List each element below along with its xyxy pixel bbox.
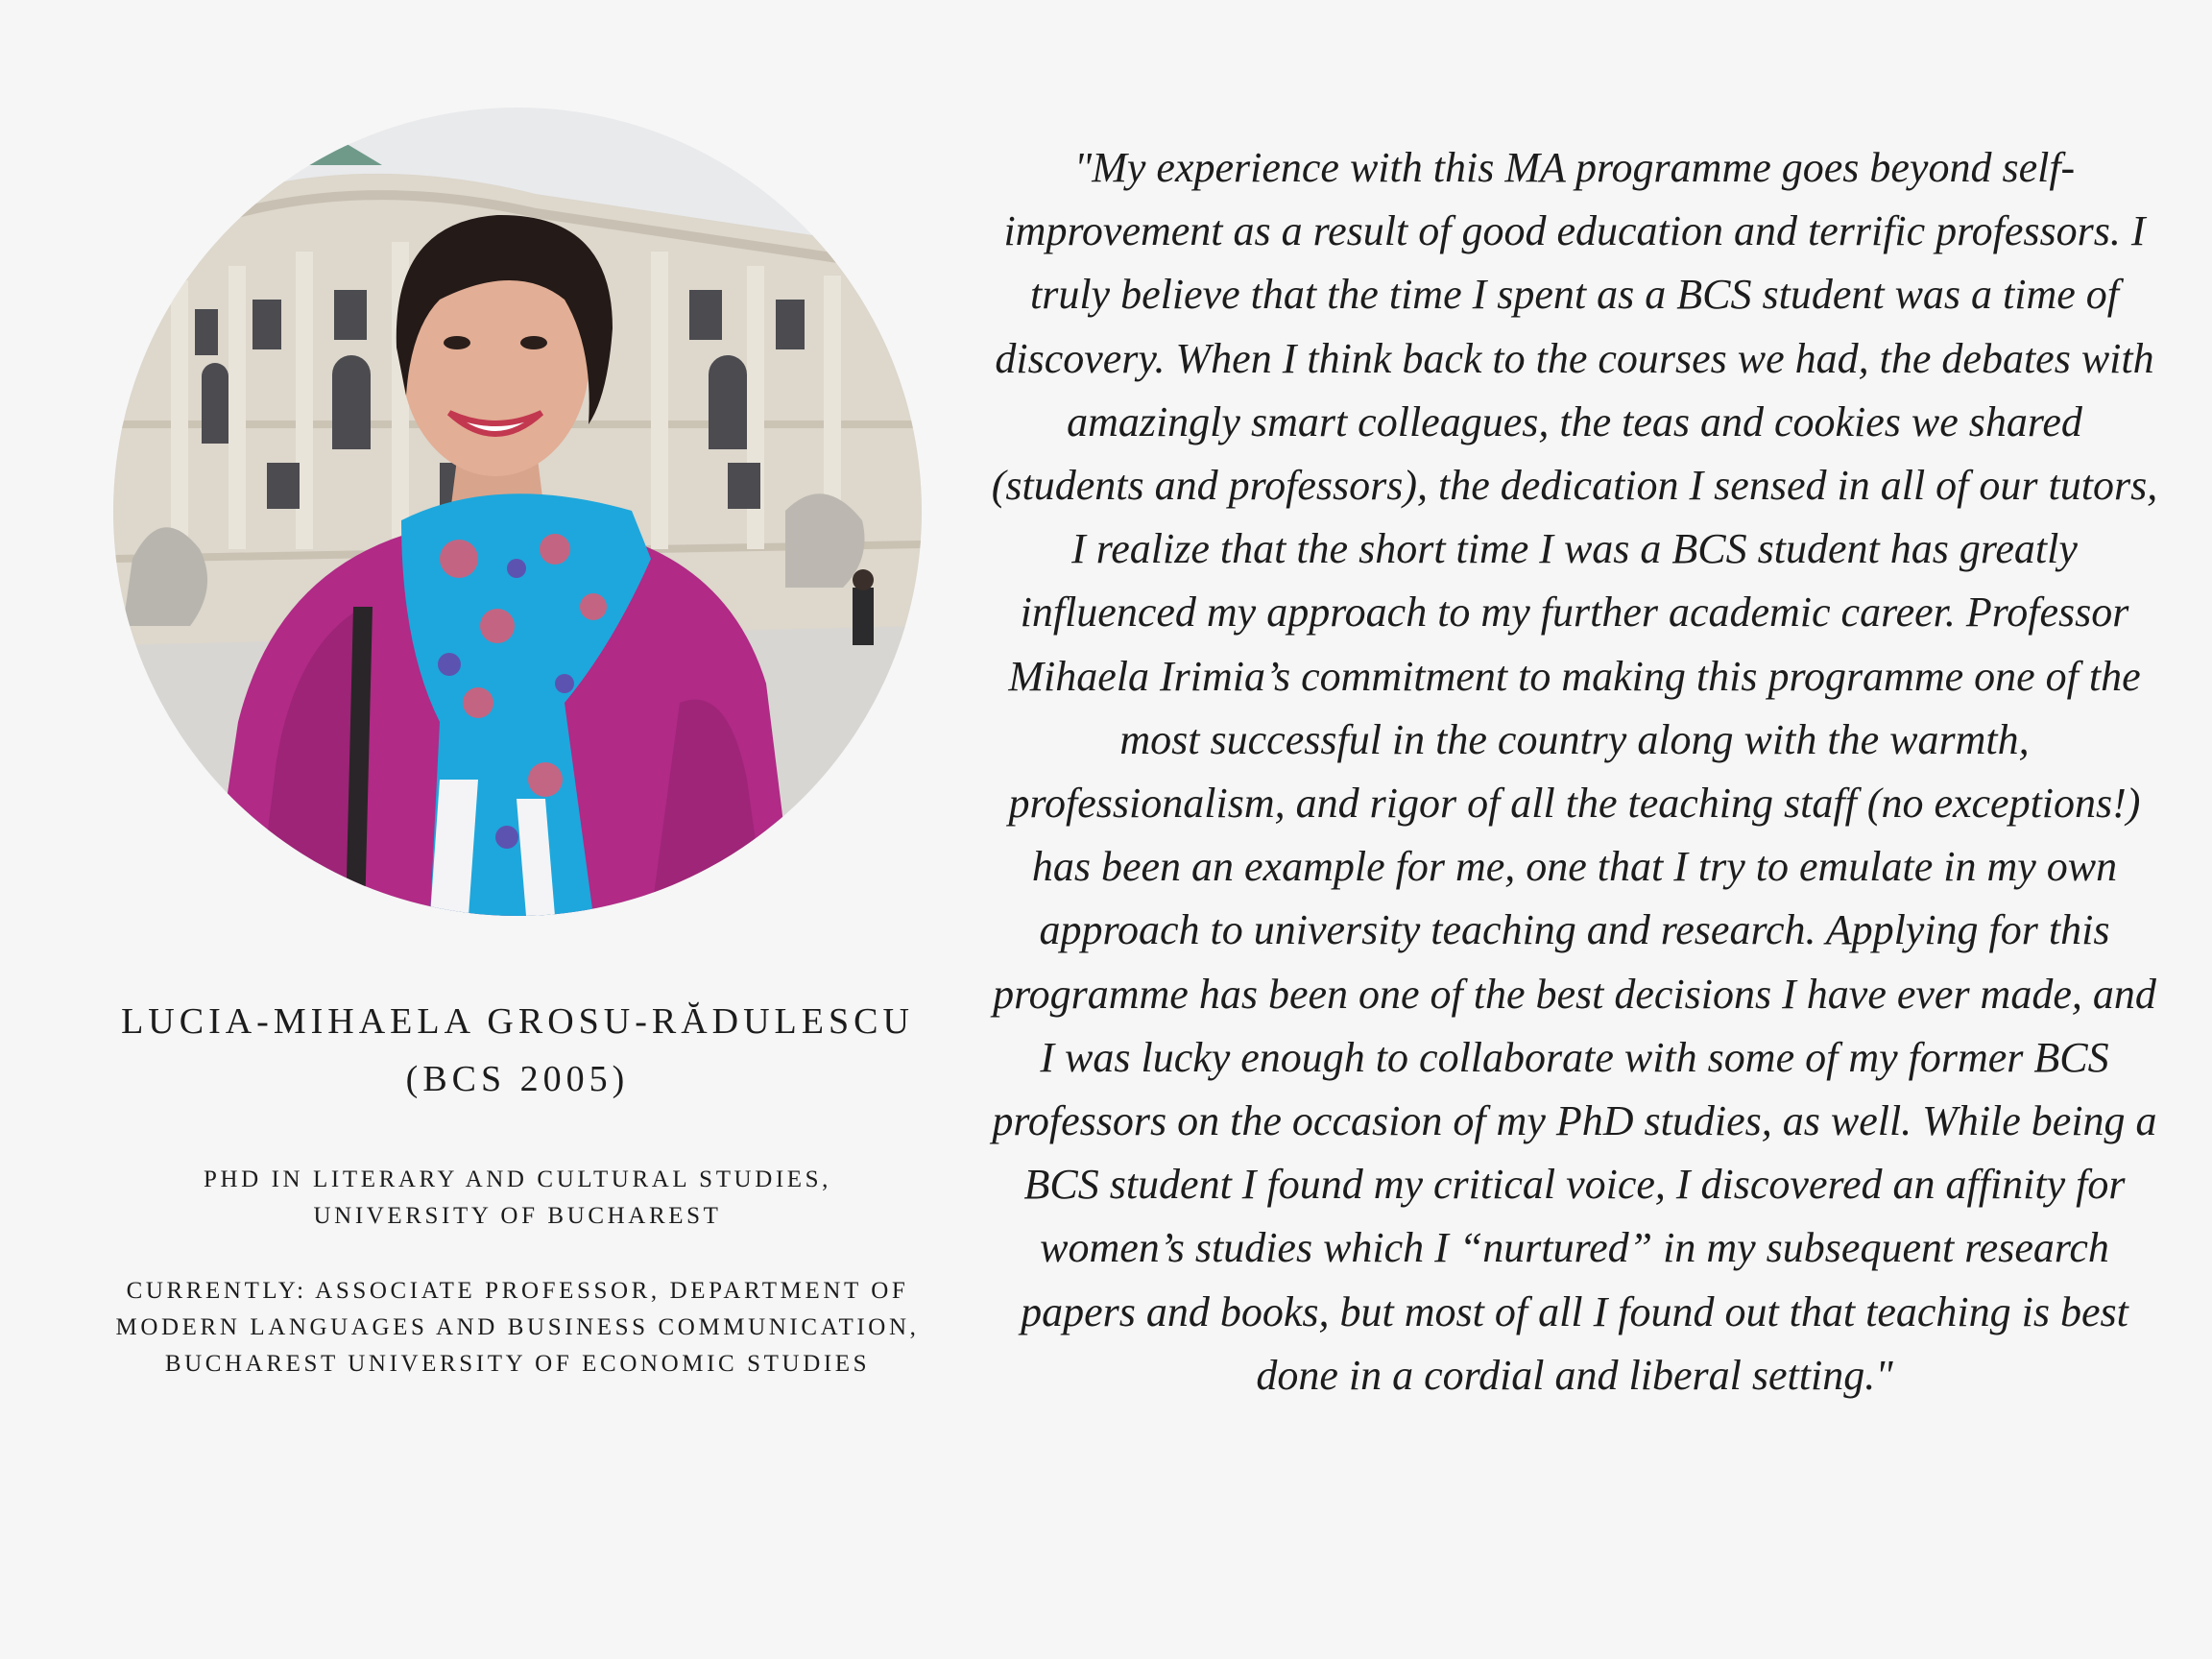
person-name: LUCIA-MIHAELA GROSU-RĂDULESCU (BCS 2005) <box>121 1001 914 1099</box>
profile-photo <box>113 108 922 916</box>
current-position-text: CURRENTLY: ASSOCIATE PROFESSOR, DEPARTMENT OF MODERN LANGUAGES AND BUSINESS COMMUNICATION, BUCHAREST UNIVERSITY OF ECONOMIC STUDIES <box>115 1278 920 1377</box>
degree-text: PHD IN LITERARY AND CULTURAL STUDIES, UNIVERSITY OF BUCHAREST <box>203 1166 832 1229</box>
profile-photo-illustration <box>113 108 922 916</box>
testimonial-quote: "My experience with this MA programme goes beyond self-improvement as a result of good education and terrific professors. I truly believe that the time I spent as a BCS student was a time of discovery. When I think back to the courses we had, the debates with amazingly smart colleagues, the teas and cookies we shared (students and professors), the dedication I sensed in all of our tutors, I realize that the short time I was a BCS student has greatly influenced my approach to my further academic career. Professor Mihaela Irimia’s commitment to making this programme one of the most successful in the country along with the warmth, professionalism, and rigor of all the teaching staff (no exceptions!) has been an example for me, one that I try to emulate in my own approach to university teaching and research. Applying for this programme has been one of the best decisions I have ever made, and I was lucky enough to collaborate with some of my former BCS professors on the occasion of my PhD studies, as well. While being a BCS student I found my critical voice, I discovered an affinity for women’s studies which I “nurtured” in my subsequent research papers and books, but most of all I found out that teaching is best done in a cordial and liberal setting." <box>991 144 2158 1399</box>
